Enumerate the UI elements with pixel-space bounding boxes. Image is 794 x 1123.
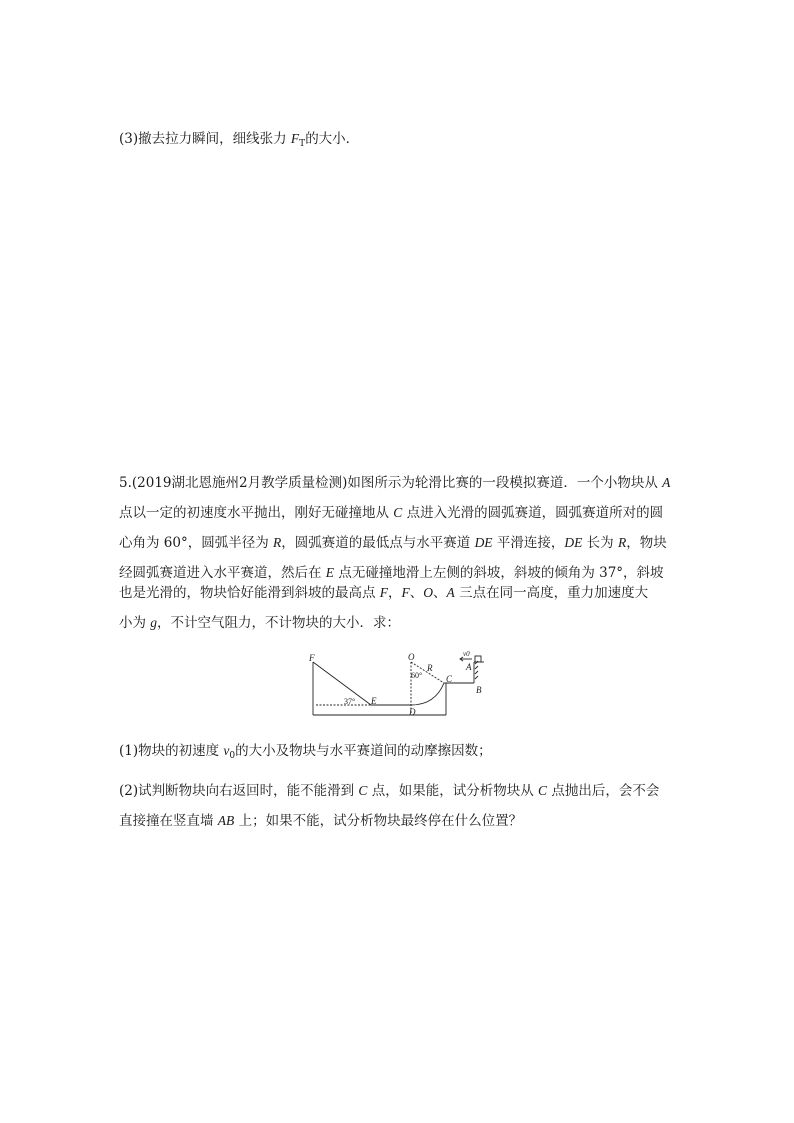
text: 小为 [119, 615, 151, 631]
hatch [475, 671, 478, 674]
q3-suffix: 的大小． [305, 131, 360, 147]
problem5-line4 [119, 563, 664, 583]
problem5-line3 [119, 533, 667, 553]
label-D: D [409, 707, 416, 717]
q3-subscript: T [299, 139, 306, 149]
text: (2)试判断物块向右返回时，能不能滑到 [119, 783, 359, 799]
text: 长为 [582, 535, 618, 551]
problem5-line1 [119, 473, 670, 493]
text: 点无碰撞地滑上左侧的斜坡，斜坡的倾角为 37°，斜坡 [334, 565, 664, 581]
var: AB [217, 813, 235, 828]
text: 直接撞在竖直墙 [119, 813, 218, 829]
problem5-line5 [119, 583, 648, 603]
text: ，物块 [626, 535, 667, 551]
label-O: O [408, 652, 415, 662]
problem5-line2 [119, 503, 663, 523]
text: 5.(2019湖北恩施州2月教学质量检测)如图所示为轮滑比赛的一段模拟赛道．一个小物块从 [119, 475, 663, 491]
text: 的大小及物块与水平赛道间的动摩擦因数； [235, 743, 492, 759]
text: ，不计空气阻力，不计物块的大小．求： [157, 615, 401, 631]
arc-track [371, 683, 444, 705]
text: 点抛出后，会不会 [547, 783, 660, 799]
text: 平滑连接， [492, 535, 565, 551]
text: 上；如果不能，试分析物块最终停在什么位置？ [234, 813, 523, 829]
var: v [223, 743, 230, 758]
text: (1)物块的初速度 [119, 743, 224, 759]
var: DE [564, 535, 583, 550]
var: F [401, 585, 410, 600]
sub-question-1 [119, 741, 492, 766]
q3-text: (3)撤去拉力瞬间，细线张力 [119, 131, 291, 147]
hatch [475, 661, 478, 664]
text: 、 [433, 585, 447, 601]
var: g [150, 615, 158, 630]
var: A [446, 585, 455, 600]
hatch [475, 676, 478, 679]
q3-var: F [290, 131, 300, 146]
problem5-line6 [119, 613, 400, 633]
slope-line [313, 662, 371, 705]
var: C [538, 783, 548, 798]
text: ， [388, 585, 402, 601]
var: E [325, 565, 335, 580]
sub2-line2 [119, 811, 522, 831]
text: 点进入光滑的圆弧赛道，圆弧赛道所对的圆 [402, 505, 664, 521]
text: 心角为 60°，圆弧半径为 [119, 535, 274, 551]
label-A: A [466, 662, 472, 672]
var: DE [474, 535, 493, 550]
text: 经圆弧赛道进入水平赛道，然后在 [119, 565, 326, 581]
question-3 [119, 129, 359, 154]
track-diagram [300, 650, 500, 720]
text: 三点在同一高度，重力加速度大 [454, 585, 649, 601]
var: R [273, 535, 282, 550]
text: ，圆弧赛道的最低点与水平赛道 [281, 535, 475, 551]
var: R [617, 535, 627, 550]
label-F: F [309, 653, 315, 663]
text: 也是光滑的，物块恰好能滑到斜坡的最高点 [119, 585, 380, 601]
var: A [662, 475, 671, 490]
label-60deg: 60° [411, 671, 423, 680]
subscript: 0 [229, 751, 236, 761]
text: 点，如果能，试分析物块从 [367, 783, 539, 799]
label-E: E [371, 696, 377, 706]
label-C: C [446, 674, 453, 684]
text: 点以一定的初速度水平抛出，刚好无碰撞地从 [119, 505, 394, 521]
label-37deg: 37° [344, 697, 356, 706]
label-B: B [476, 685, 482, 695]
label-v0: v0 [463, 650, 470, 658]
label-R: R [427, 663, 433, 673]
var: C [358, 783, 368, 798]
sub2-line1 [119, 781, 659, 801]
hatch [475, 666, 478, 669]
var: O [423, 585, 434, 600]
var: C [393, 505, 403, 520]
var: F [379, 585, 389, 600]
text: 、 [409, 585, 424, 601]
